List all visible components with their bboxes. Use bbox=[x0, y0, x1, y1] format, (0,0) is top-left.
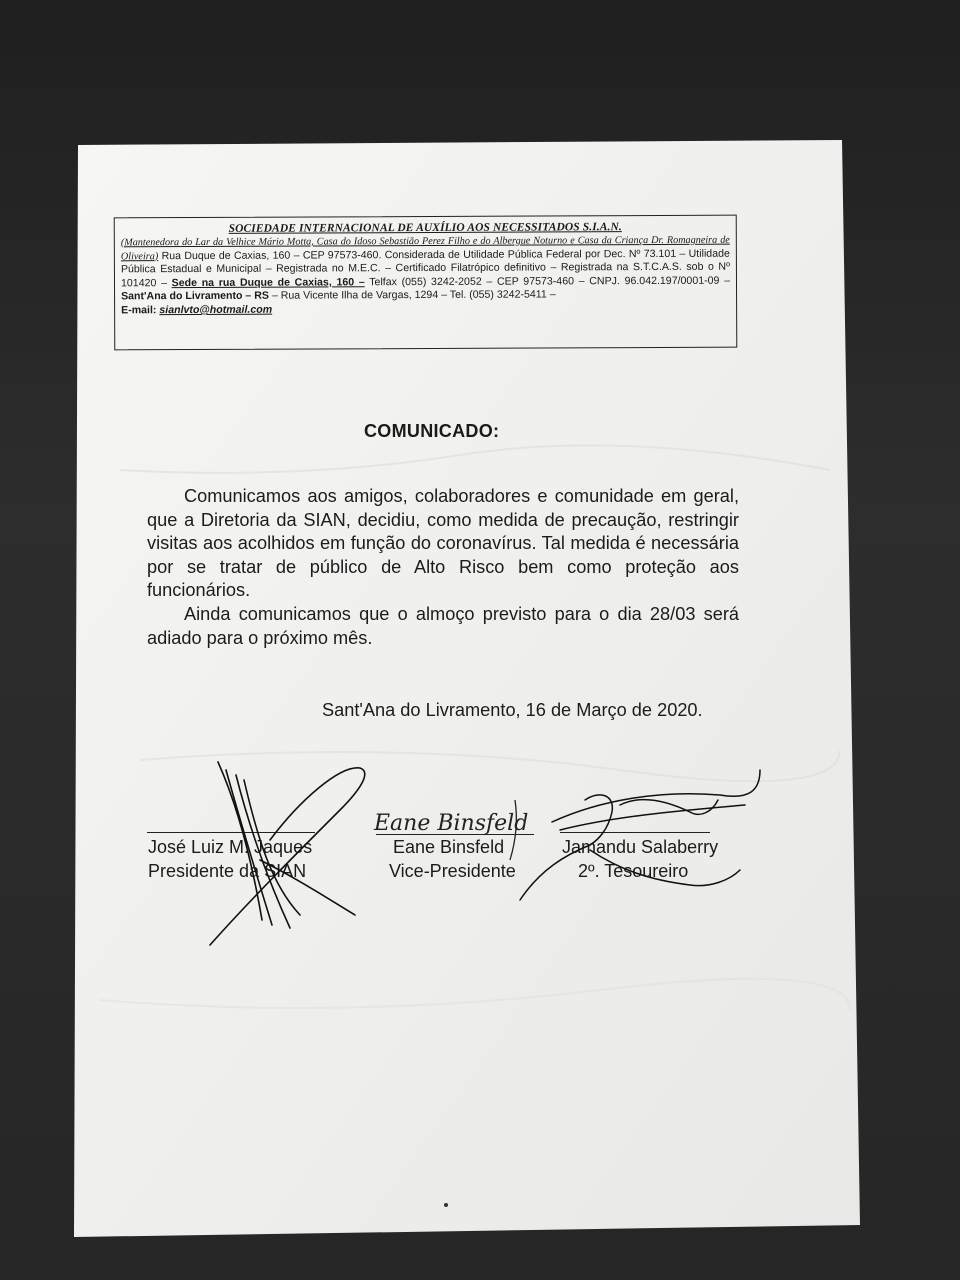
signatory-role: 2º. Tesoureiro bbox=[578, 861, 689, 881]
organization-title: SOCIEDADE INTERNACIONAL DE AUXÍLIO AOS NECESSITADOS S.I.A.N. bbox=[228, 221, 622, 235]
signatory-vice-president bbox=[389, 835, 516, 883]
headquarters-address: Sede na rua Duque de Caxias, 160 – bbox=[171, 276, 365, 289]
city-state: Sant'Ana do Livramento – RS bbox=[121, 290, 270, 303]
letterhead-box bbox=[114, 215, 738, 351]
signatory-name: Eane Binsfeld bbox=[393, 837, 505, 857]
signatory-treasurer bbox=[562, 835, 718, 883]
email-address: sianlvto@hotmail.com bbox=[159, 303, 273, 317]
email-label: E-mail: bbox=[121, 304, 160, 317]
signatory-name: Jamandu Salaberry bbox=[562, 837, 719, 857]
body-paragraph-2: Ainda comunicamos que o almoço previsto para o dia 28/03 será adiado para o próximo mês. bbox=[147, 603, 739, 648]
signature-line-3 bbox=[560, 832, 710, 833]
document-body bbox=[147, 485, 739, 650]
handwritten-name: Eane Binsfeld bbox=[374, 811, 529, 836]
date-line: Sant'Ana do Livramento, 16 de Março de 2020. bbox=[322, 700, 703, 720]
letterhead-text bbox=[121, 234, 730, 318]
signatory-name: José Luiz M. Jaques bbox=[148, 837, 313, 857]
body-paragraph-1: Comunicamos aos amigos, colaboradores e comunidade em geral, que a Diretoria da SIAN, decidiu, como medida de precaução, restringir visitas aos acolhidos em função do coronavírus. Tal medida é necessária por se tratar de público de Alto Risco bem como proteção aos funcionários. bbox=[147, 486, 739, 601]
address-part-3: – Rua Vicente Ilha de Vargas, 1294 – Tel. (055) 3242-5411 – bbox=[268, 288, 556, 303]
maintainer-note: (Mantenedora do Lar da Velhice Mário Motta, Casa do Idoso Sebastião Perez Filho e do Albergue Noturno e Casa da Criança Dr. Romagneira de Oliveira) bbox=[120, 234, 730, 262]
signature-line-1 bbox=[147, 832, 315, 833]
signatory-president bbox=[148, 835, 312, 883]
signatory-role: Vice-Presidente bbox=[389, 861, 516, 881]
signatory-role: Presidente da SIAN bbox=[148, 861, 307, 881]
address-part-1: Rua Duque de Caxias, 160 – CEP 97573-460. Considerada de Utilidade Pública Federal por Dec. Nº 73.101 – Utilidade Pública Estadual e Municipal – Registrada no M.E.C. – Certificado Filatrópico definitivo – Registrada na S.T.C.A.S. sob o Nº 101420 – bbox=[120, 247, 730, 290]
document-title: COMUNICADO: bbox=[364, 421, 500, 441]
address-part-2: Telfax (055) 3242-2052 – CEP 97573-460 – CNPJ. 96.042.197/0001-09 – bbox=[364, 274, 731, 289]
